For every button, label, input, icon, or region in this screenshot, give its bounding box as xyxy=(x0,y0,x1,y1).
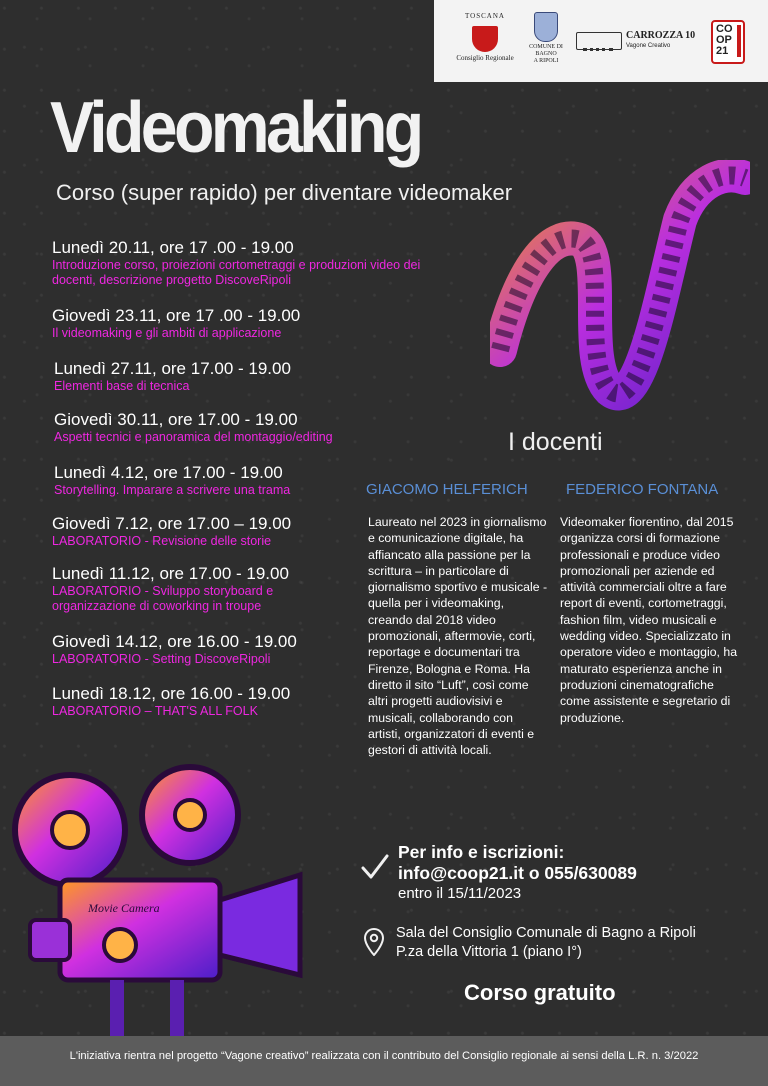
schedule-heading: Giovedì 23.11, ore 17 .00 - 19.00 xyxy=(52,306,301,325)
toscana-logo-top: TOSCANA xyxy=(465,12,505,20)
sponsor-logos-bar xyxy=(434,0,768,82)
carrozza-10-logo xyxy=(576,30,700,54)
schedule-description: Elementi base di tecnica xyxy=(54,379,190,393)
schedule-heading: Giovedì 14.12, ore 16.00 - 19.00 xyxy=(52,632,297,651)
teachers-heading: I docenti xyxy=(508,428,603,456)
schedule-heading: Lunedì 20.11, ore 17 .00 - 19.00 xyxy=(52,238,294,257)
schedule-item xyxy=(52,306,432,341)
bagno-logo-line3: A RIPOLI xyxy=(533,58,559,64)
schedule-description: LABORATORIO - Setting DiscoveRipoli xyxy=(52,652,271,666)
info-label: Per info e iscrizioni: xyxy=(398,842,565,862)
coop21-logo xyxy=(711,20,745,64)
carrozza-subtitle: Vagone Creativo xyxy=(626,43,671,49)
schedule-heading: Lunedì 4.12, ore 17.00 - 19.00 xyxy=(54,463,283,482)
schedule-heading: Giovedì 30.11, ore 17.00 - 19.00 xyxy=(54,410,298,429)
schedule-heading: Lunedì 11.12, ore 17.00 - 19.00 xyxy=(52,564,289,583)
venue-line-1: Sala del Consiglio Comunale di Bagno a Ripoli xyxy=(396,925,696,941)
checkmark-icon xyxy=(360,852,390,882)
schedule-description: LABORATORIO – THAT'S ALL FOLK xyxy=(52,704,258,718)
coop21-logo-text: CO OP 21 xyxy=(716,23,733,57)
bagno-logo-line2: BAGNO xyxy=(535,51,557,57)
venue-address xyxy=(396,924,696,962)
toscana-logo xyxy=(454,12,516,62)
bagno-a-ripoli-logo xyxy=(526,12,566,65)
teacher-bio-helferich: Laureato nel 2023 in giornalismo e comunicazione digitale, ha affiancato alla passione per la scrittura – in particolare di giornalismo sportivo e musicale - quella per i videomaking, creando dal 2018 video promozionali, aftermovie, corti, reportage e documentari tra Firenze, Bologna e Roma. Ha diretto il sito “Luft”, così come altri progetti audiovisivi e musicali, collaborando con artisti, organizzatori di eventi e gestori di attività locali. xyxy=(368,515,548,758)
toscana-arms-icon xyxy=(472,26,498,52)
schedule-heading: Giovedì 7.12, ore 17.00 – 19.00 xyxy=(52,514,292,533)
schedule-description: Storytelling. Imparare a scrivere una trama xyxy=(54,483,291,497)
bagno-logo-line1: COMUNE DI xyxy=(529,44,563,50)
schedule-description: Introduzione corso, proiezioni cortometraggi e produzioni video dei docenti, descrizione progetto DiscoveRipoli xyxy=(52,258,421,287)
schedule-item xyxy=(52,238,432,288)
page-title: Videomaking xyxy=(50,88,421,168)
free-course-label: Corso gratuito xyxy=(464,980,616,1005)
schedule-description: Aspetti tecnici e panoramica del montaggio/editing xyxy=(54,430,333,444)
municipal-shield-icon xyxy=(534,12,558,42)
schedule-item xyxy=(54,359,434,394)
info-block xyxy=(398,842,637,904)
schedule-heading: Lunedì 27.11, ore 17.00 - 19.00 xyxy=(54,359,291,378)
registration-deadline: entro il 15/11/2023 xyxy=(398,885,522,902)
schedule-description: LABORATORIO - Revisione delle storie xyxy=(52,534,272,548)
film-strip-illustration xyxy=(490,160,750,440)
carrozza-name: CARROZZA 10 xyxy=(626,30,696,41)
schedule-heading: Lunedì 18.12, ore 16.00 - 19.00 xyxy=(52,684,291,703)
toscana-logo-bottom: Consiglio Regionale xyxy=(456,54,514,62)
footer-bar xyxy=(0,1036,768,1086)
camera-label: Movie Camera xyxy=(88,901,160,915)
coop21-logo-bar xyxy=(737,25,741,57)
teacher-name-fontana: FEDERICO FONTANA xyxy=(566,481,719,498)
teacher-name-helferich: GIACOMO HELFERICH xyxy=(366,481,528,498)
page-subtitle: Corso (super rapido) per diventare videomaker xyxy=(56,180,513,205)
teacher-bio-fontana: Videomaker fiorentino, dal 2015 organizza corsi di formazione professionali e produce video promozionali per aziende ed attività commerciali oltre a fare report di eventi, cortometraggi, fashion film, video musicali e wedding video. Specializzato in operatore video e montaggio, ha maturato esperienza anche in produzioni cinematografiche come assistente e segretario di produzione. xyxy=(560,515,738,725)
schedule-item xyxy=(54,410,434,445)
venue-line-2: P.za della Vittoria 1 (piano I°) xyxy=(396,944,582,960)
location-pin-icon xyxy=(364,928,384,956)
movie-camera-illustration xyxy=(0,760,340,1050)
schedule-description: LABORATORIO - Sviluppo storyboard e organizzazione di coworking in troupe xyxy=(52,584,274,613)
wagon-icon xyxy=(576,32,622,50)
schedule-description: Il videomaking e gli ambiti di applicazione xyxy=(52,326,282,340)
footer-text: L'iniziativa rientra nel progetto “Vagone creativo” realizzata con il contributo del Consiglio regionale ai sensi della L.R. n. 3/2022 xyxy=(69,1050,699,1062)
contact-email-phone[interactable]: info@coop21.it o 055/630089 xyxy=(398,863,637,883)
